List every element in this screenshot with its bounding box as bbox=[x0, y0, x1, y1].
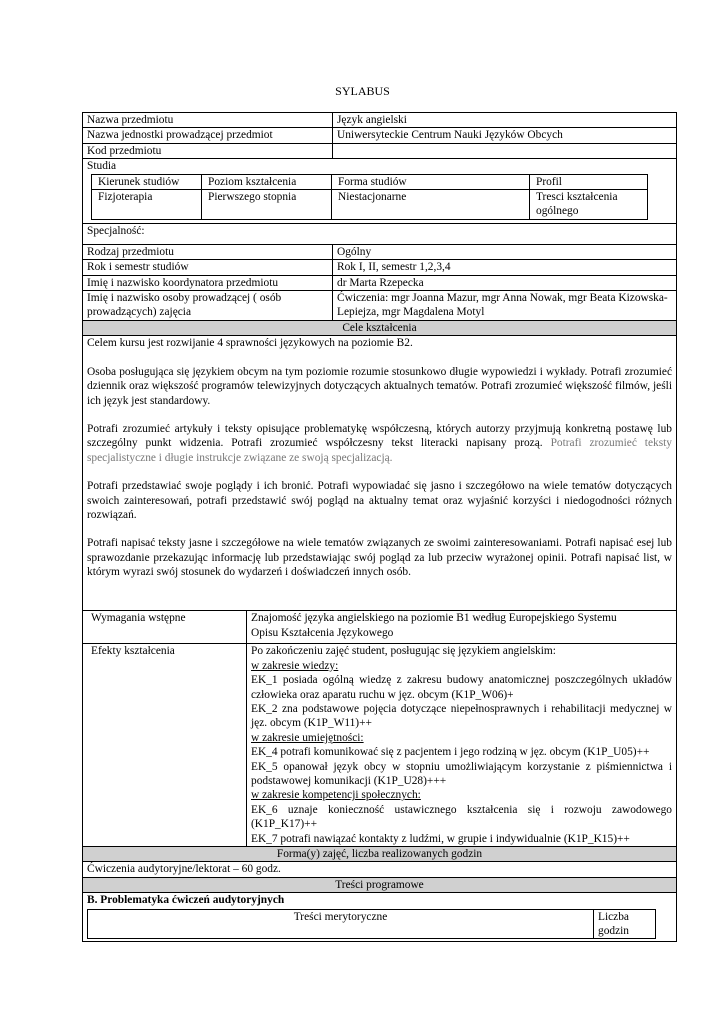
content-cell bbox=[83, 893, 677, 942]
forms-header: Forma(y) zajęć, liczba realizowanych godzin bbox=[83, 846, 677, 861]
teachers-label: Imię i nazwisko osoby prowadzącej ( osób prowadzących) zajęcia bbox=[83, 291, 333, 321]
row-content bbox=[83, 893, 677, 942]
goal-paragraph bbox=[87, 422, 672, 465]
studies-header: Forma studiów bbox=[332, 174, 530, 189]
content-section-title: B. Problematyka ćwiczeń audytoryjnych bbox=[87, 894, 285, 907]
row-coordinator bbox=[83, 275, 677, 290]
outcome-item: EK_6 uznaje konieczność ustawicznego kształcenia się i rozwoju zawodowego (K1P_K17)++ bbox=[251, 803, 672, 831]
specialty-label: Specjalność: bbox=[83, 223, 677, 244]
content-table-header-row bbox=[88, 909, 656, 939]
studies-header: Profil bbox=[530, 174, 648, 189]
outcomes-cell bbox=[247, 644, 677, 847]
outcomes-intro: Po zakończeniu zajęć student, posługując się językiem angielskim: bbox=[251, 645, 556, 658]
subject-code-label: Kod przedmiotu bbox=[83, 143, 333, 158]
row-goals-header bbox=[83, 320, 677, 335]
outcome-item: EK_4 potrafi komunikować się z pacjentem i jego rodziną w jęz. obcym (K1P_U05)++ bbox=[251, 746, 650, 759]
studies-value-row bbox=[92, 190, 648, 220]
subject-code-value bbox=[333, 143, 677, 158]
coordinator-value: dr Marta Rzepecka bbox=[333, 275, 677, 290]
studies-header: Kierunek studiów bbox=[92, 174, 202, 189]
studies-header-row bbox=[92, 174, 648, 189]
content-col-header: Liczba godzin bbox=[594, 909, 656, 939]
page-title: SYLABUS bbox=[335, 84, 390, 98]
subject-type-value: Ogólny bbox=[333, 244, 677, 259]
studies-value: Fizjoterapia bbox=[92, 190, 202, 220]
subject-type-label: Rodzaj przedmiotu bbox=[83, 244, 333, 259]
row-content-header bbox=[83, 877, 677, 892]
studies-header: Poziom kształcenia bbox=[202, 174, 332, 189]
studies-table bbox=[91, 174, 648, 220]
prerequisites-label: Wymagania wstępne bbox=[83, 611, 247, 644]
row-year-semester bbox=[83, 260, 677, 275]
forms-value: Ćwiczenia audytoryjne/lektorat – 60 godz. bbox=[83, 862, 677, 877]
outcomes-heading: w zakresie umiejętności: bbox=[251, 731, 364, 744]
row-specialty bbox=[83, 223, 677, 244]
row-teachers bbox=[83, 291, 677, 321]
studies-value: Tresci kształcenia ogólnego bbox=[530, 190, 648, 220]
row-subject-name bbox=[83, 113, 677, 128]
row-subject-type bbox=[83, 244, 677, 259]
goal-paragraph: Potrafi napisać teksty jasne i szczegółowe na wiele tematów związanych ze swoimi zainteresowaniami. Potrafi napisać esej lub sprawozdanie przekazując informację lub przedstawiając swój pogląd za lub przeciw wyrażonej opinii. Potrafi napisać list, w którym wyrazi swój stosunek do wydarzeń i doświadczeń innych osób. bbox=[87, 537, 672, 579]
row-prerequisites bbox=[83, 611, 677, 644]
row-outcomes bbox=[83, 644, 677, 847]
row-goals bbox=[83, 336, 677, 611]
coordinator-label: Imię i nazwisko koordynatora przedmiotu bbox=[83, 275, 333, 290]
teachers-value: Ćwiczenia: mgr Joanna Mazur, mgr Anna Nowak, mgr Beata Kizowska-Lepiejza, mgr Magdalena Motyl bbox=[333, 291, 677, 321]
outcomes-heading: w zakresie kompetencji społecznych: bbox=[251, 789, 421, 802]
row-studies bbox=[83, 159, 677, 224]
studies-value: Pierwszego stopnia bbox=[202, 190, 332, 220]
outcomes-heading: w zakresie wiedzy: bbox=[251, 659, 339, 672]
goal-text: Potrafi zrozumieć artykuły i teksty opisujące problematykę współczesną, których autorzy przyjmują konkretną postawę lub szczególny punkt widzenia. Potrafi zrozumieć współczesny tekst literacki napisany prozą. bbox=[87, 422, 672, 450]
row-unit-name bbox=[83, 128, 677, 143]
goals-cell bbox=[83, 336, 677, 611]
outcome-item: EK_7 potrafi nawiązać kontakty z ludźmi, w grupie i indywidualnie (K1P_K15)++ bbox=[251, 832, 630, 845]
unit-name-value: Uniwersyteckie Centrum Nauki Języków Obcych bbox=[333, 128, 677, 143]
goal-text-grey: Potrafi zrozumieć teksty specjalistyczne i długie instrukcje związane ze swoją specjalizacją. bbox=[87, 437, 672, 464]
studies-cell bbox=[83, 159, 677, 224]
studies-value: Niestacjonarne bbox=[332, 190, 530, 220]
prerequisites-value: Znajomość języka angielskiego na poziomie B1 według Europejskiego Systemu Opisu Kształcenia Językowego bbox=[247, 611, 677, 644]
subject-name-value: Język angielski bbox=[333, 113, 677, 128]
studies-label: Studia bbox=[87, 160, 117, 173]
outcomes-label: Efekty kształcenia bbox=[83, 644, 247, 847]
goals-header: Cele kształcenia bbox=[83, 320, 677, 335]
row-forms bbox=[83, 862, 677, 877]
outcome-item: EK_1 posiada ogólną wiedzę z zakresu budowy anatomicznej poszczególnych układów człowieka oraz aparatu ruchu w jęz. obcym (K1P_W06)+ bbox=[251, 674, 672, 701]
row-subject-code bbox=[83, 143, 677, 158]
syllabus-table bbox=[82, 112, 677, 942]
content-table bbox=[87, 909, 656, 940]
content-col-header: Treści merytoryczne bbox=[88, 909, 594, 939]
row-forms-header bbox=[83, 846, 677, 861]
goal-paragraph: Celem kursu jest rozwijanie 4 sprawności językowych na poziomie B2. bbox=[87, 337, 413, 350]
outcome-item: EK_2 zna podstawowe pojęcia dotyczące niepełnosprawnych i rehabilitacji medycznej w jęz. obcym (K1P_W11)++ bbox=[251, 702, 672, 730]
year-semester-value: Rok I, II, semestr 1,2,3,4 bbox=[333, 260, 677, 275]
outcome-item: EK_5 opanował język obcy w stopniu umożliwiającym korzystanie z piśmiennictwa i podstawowej komunikacji (K1P_U28)+++ bbox=[251, 760, 672, 787]
content-header: Treści programowe bbox=[83, 877, 677, 892]
unit-name-label: Nazwa jednostki prowadzącej przedmiot bbox=[83, 128, 333, 143]
subject-name-label: Nazwa przedmiotu bbox=[83, 113, 333, 128]
goal-paragraph: Potrafi przedstawiać swoje poglądy i ich bronić. Potrafi wypowiadać się jasno i szczegółowo na wiele tematów dotyczących swoich zainteresowań, potrafi przedstawić swój pogląd na aktualny temat oraz wyjaśnić korzyści i niedogodności różnych rozwiązań. bbox=[87, 480, 672, 521]
year-semester-label: Rok i semestr studiów bbox=[83, 260, 333, 275]
goal-paragraph: Osoba posługująca się językiem obcym na tym poziomie rozumie stosunkowo długie wypowiedzi i wykłady. Potrafi zrozumieć dziennik oraz większość programów telewizyjnych dotyczących aktualnych tematów. Potrafi zrozumieć większość filmów, jeśli ich język jest standardowy. bbox=[87, 365, 672, 407]
